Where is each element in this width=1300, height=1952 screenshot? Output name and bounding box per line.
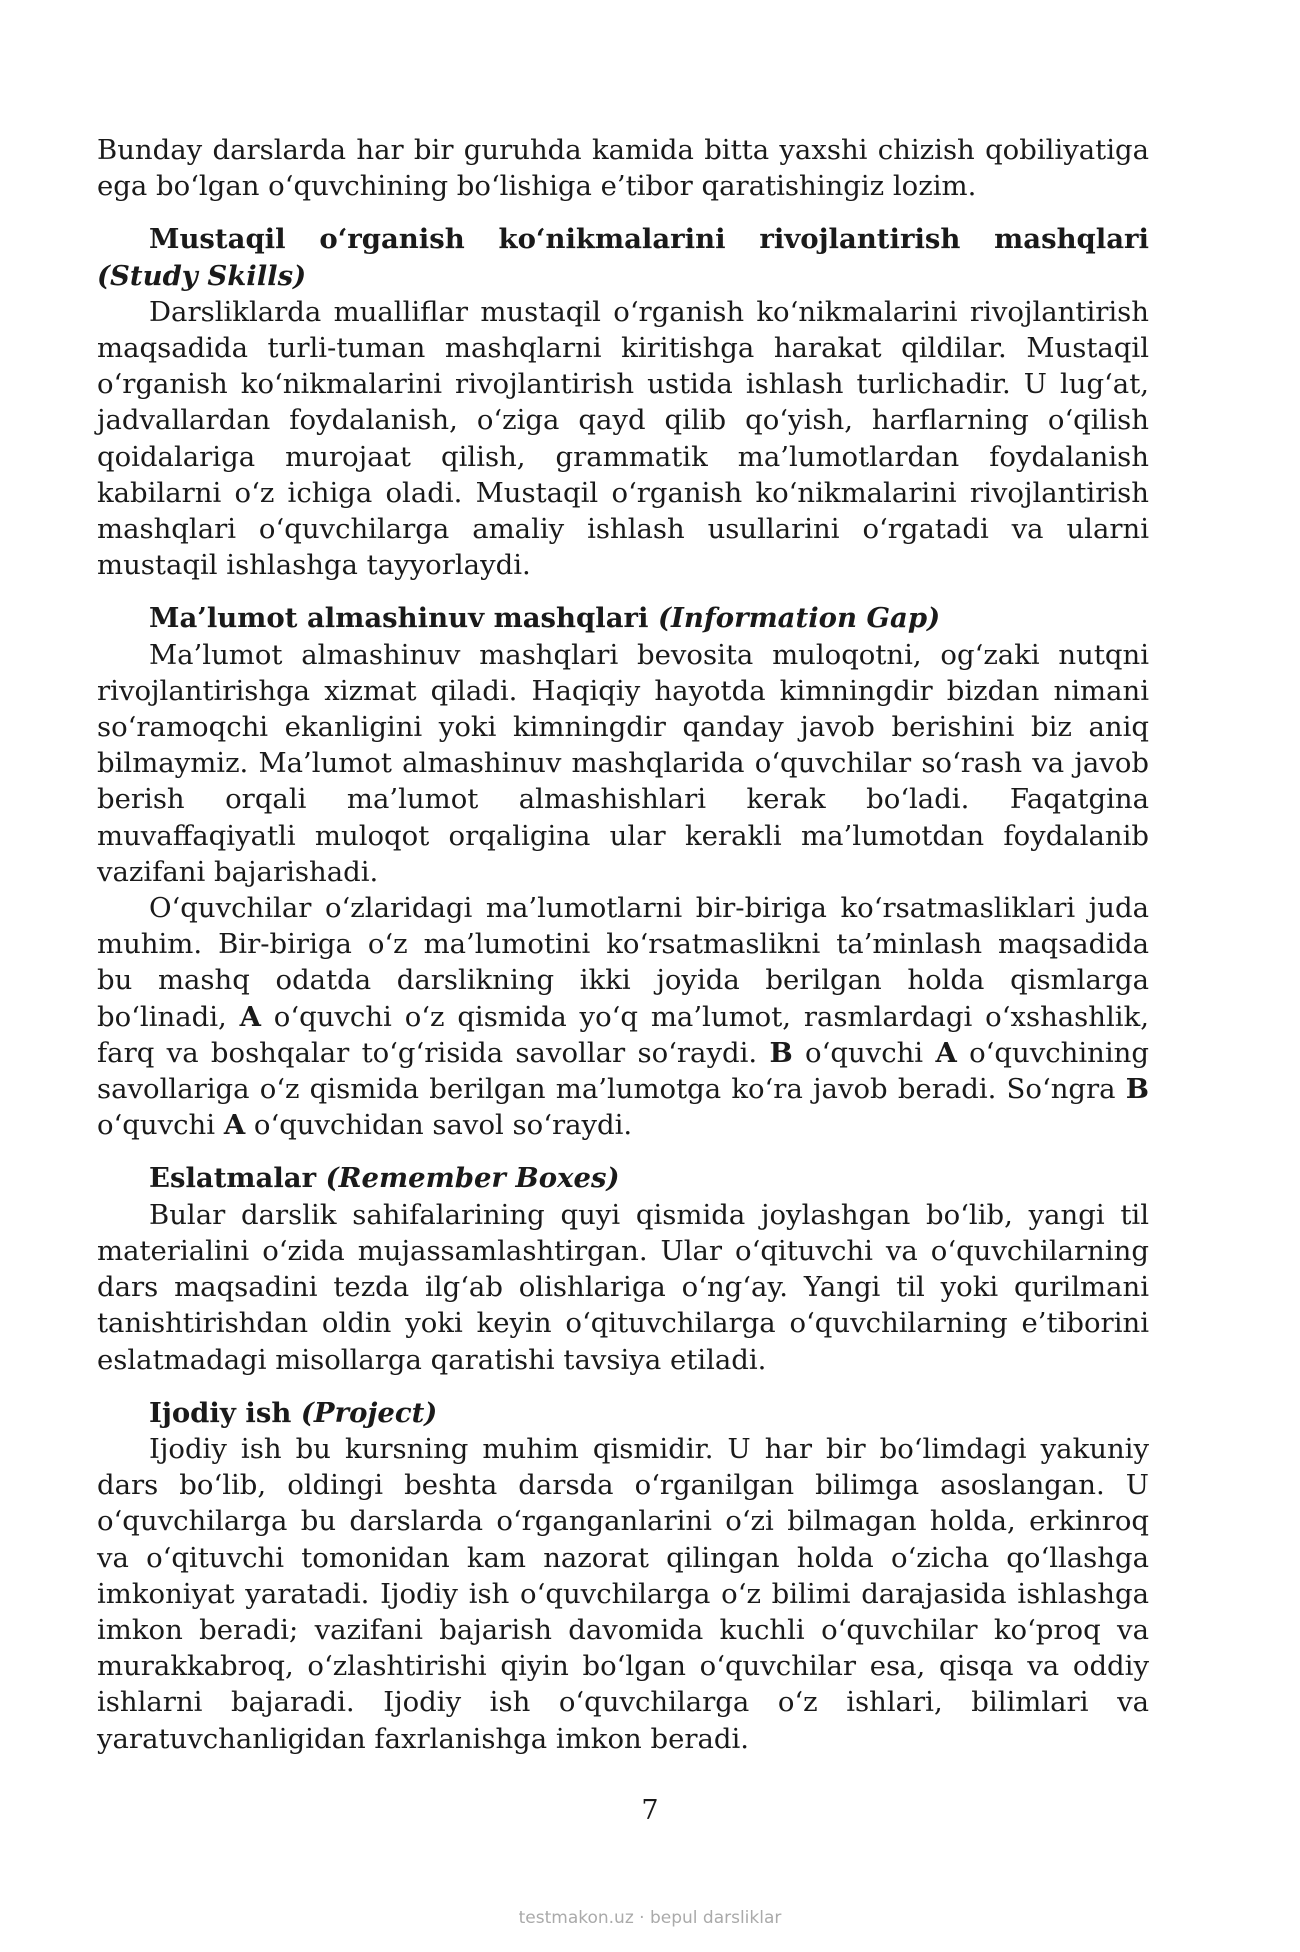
project-paragraph: Ijodiy ish bu kursning muhim qismidir. U har bir bo‘limdagi yakuniy dars bo‘lib, oldingi beshta darsda o‘rganilgan bilimga asoslangan. U o‘quvchilarga bu darslarda o‘rganganlarini o‘zi bilmagan holda, erkinroq va o‘qituvchi tomonidan kam nazorat qilingan holda o‘zicha qo‘llashga imkoniyat yaratadi. Ijodiy ish o‘quvchilarga o‘z bilimi darajasida ishlashga imkon beradi; vazifani bajarish davomida kuchli o‘quvchilar ko‘proq va murakkabroq, o‘zlashtirishi qiyin bo‘lgan o‘quvchilar esa, qisqa va oddiy ishlarni bajaradi. Ijodiy ish o‘quvchilarga o‘z ishlari, bilimlari va yaratuvchanligidan faxrlanishga imkon beradi. <box>97 1432 1149 1755</box>
intro-paragraph: Bunday darslarda har bir guruhda kamida bitta yaxshi chizish qobiliyatiga ega bo‘lgan o‘quvchining bo‘lishiga e’tibor qaratishingiz lozim. <box>97 134 1149 203</box>
heading-text: Ma’lumot almashinuv mashqlari <box>149 602 659 635</box>
remember-boxes-paragraph: Bular darslik sahifalarining quyi qismida joylashgan bo‘lib, yangi til materialini o‘zida mujassamlashtirgan. Ular o‘qituvchi va o‘quvchilarning dars maqsadini tezda ilg‘ab olishlariga o‘ng‘ay. Yangi til yoki qurilmani tanishtirishdan oldin yoki keyin o‘qituvchilarga o‘quvchilarning e’tiborini eslatmadagi misollarga qaratishi tavsiya etiladi. <box>97 1198 1149 1376</box>
text-run: o‘quvchi o‘z qismida yo‘q ma’lumot, rasmlardagi o‘xshashlik, farq va boshqalar to‘g‘risida savollar so‘raydi. <box>97 1000 1149 1069</box>
heading-english: (Information Gap) <box>658 602 941 635</box>
student-letter-a: A <box>239 1000 261 1033</box>
heading-english: (Project) <box>300 1396 438 1429</box>
section-heading-remember-boxes <box>97 1160 1149 1196</box>
text-run: o‘quvchining savollariga o‘z qismida berilgan ma’lumotga ko‘ra javob beradi. So‘ngra <box>97 1036 1149 1106</box>
section-heading-information-gap <box>97 600 1149 636</box>
heading-english: (Study Skills) <box>97 259 307 292</box>
page-content <box>97 132 1149 1757</box>
student-letter-b: B <box>1125 1073 1149 1106</box>
student-letter-b: B <box>769 1036 793 1069</box>
information-gap-paragraph-1: Ma’lumot almashinuv mashqlari bevosita muloqotni, og‘zaki nutqni rivojlantirishga xizmat qiladi. Haqiqiy hayotda kimningdir bizdan nimani so‘ramoqchi ekanligini yoki kimningdir qanday javob berishini biz aniq bilmaymiz. Ma’lumot almashinuv mashqlarida o‘quvchilar so‘rash va javob berish orqali ma’lumot almashishlari kerak bo‘ladi. Faqatgina muvaffaqiyatli muloqot orqaligina ular kerakli ma’lumotdan foydalanib vazifani bajarishadi. <box>97 638 1149 888</box>
study-skills-paragraph: Darsliklarda mualliflar mustaqil o‘rganish ko‘nikmalarini rivojlantirish maqsadida turli-tuman mashqlarni kiritishga harakat qildilar. Mustaqil o‘rganish ko‘nikmalarini rivojlantirish ustida ishlash turlichadir. U lug‘at, jadvallardan foydalanish, o‘ziga qayd qilib qo‘yish, harflarning o‘qilish qoidalariga murojaat qilish, grammatik ma’lumotlardan foydalanish kabilarni o‘z ichiga oladi. Mustaqil o‘rganish ko‘nikmalarini rivojlantirish mashqlari o‘quvchilarga amaliy ishlash usullarini o‘rgatadi va ularni mustaqil ishlashga tayyorlaydi. <box>97 295 1149 582</box>
section-heading-project <box>97 1395 1149 1431</box>
heading-text: Eslatmalar <box>149 1162 326 1195</box>
text-run: o‘quvchi <box>97 1109 224 1142</box>
text-run: O‘quvchilar o‘zlaridagi ma’lumotlarni bir-biriga ko‘rsatmasliklari juda muhim. Bir-biriga o‘z ma’lumotini ko‘rsatmaslikni ta’minlash maqsadida bu mashq odatda darslikning ikki joyida berilgan holda qismlarga bo‘linadi, <box>97 892 1149 1033</box>
section-heading-study-skills <box>97 221 1149 293</box>
heading-text: Mustaqil o‘rganish ko‘nikmalarini rivojlantirish mashqlari <box>149 223 1149 256</box>
heading-text: Ijodiy ish <box>149 1396 301 1429</box>
watermark-text: testmakon.uz · bepul darsliklar <box>518 1908 782 1928</box>
heading-english: (Remember Boxes) <box>325 1162 620 1195</box>
student-letter-a: A <box>223 1109 246 1142</box>
text-run: o‘quvchi <box>792 1036 936 1069</box>
student-letter-a: A <box>935 1036 957 1069</box>
information-gap-paragraph-2 <box>97 890 1149 1143</box>
text-run: o‘quvchidan savol so‘raydi. <box>245 1109 633 1142</box>
page-number: 7 <box>641 1795 659 1826</box>
